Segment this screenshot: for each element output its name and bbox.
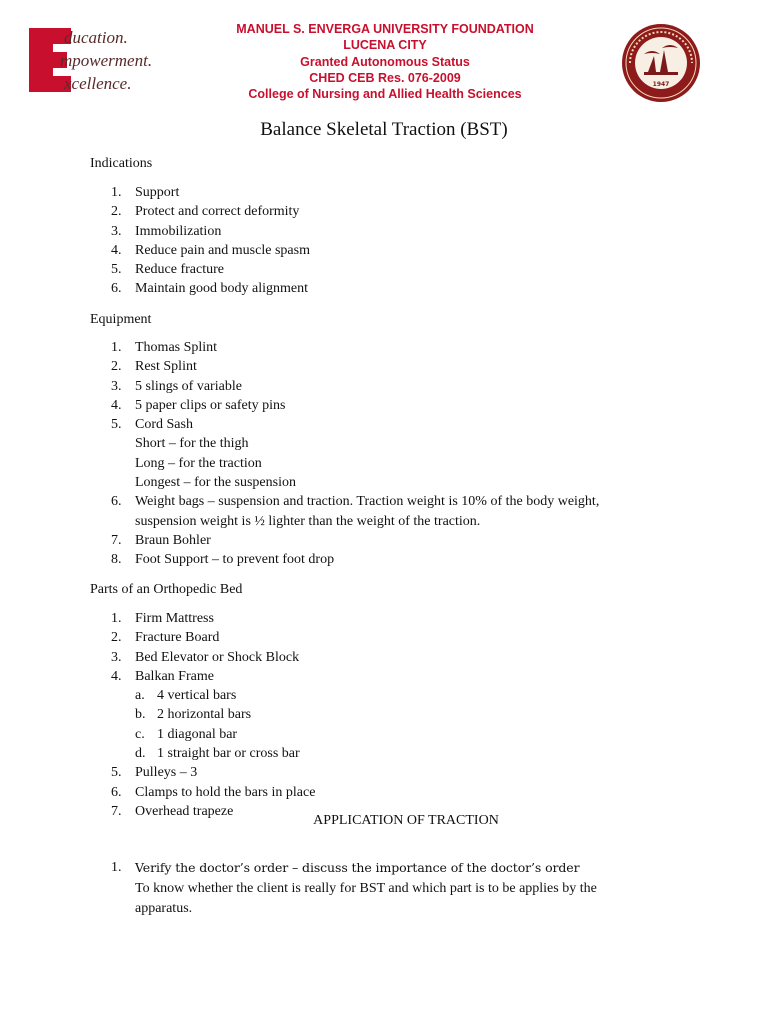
item-text: Bed Elevator or Shock Block <box>135 649 300 665</box>
sub-item-letter: b. <box>135 707 146 723</box>
step-text: Verify the doctor’s order – discuss the importance of the doctor’s order <box>135 860 580 875</box>
item-text: Balkan Frame <box>135 668 214 684</box>
document-title: Balance Skeletal Traction (BST) <box>260 119 508 140</box>
item-number: 5. <box>111 417 122 433</box>
list-item <box>90 550 680 569</box>
item-number: 4. <box>111 397 122 413</box>
sub-item-text: 4 vertical bars <box>157 688 237 704</box>
list-item <box>90 531 680 550</box>
item-text: Protect and correct deformity <box>135 204 300 220</box>
indications-list <box>90 183 680 299</box>
item-text: 5 slings of variable <box>135 378 242 394</box>
list-item <box>90 609 680 628</box>
list-item <box>90 241 680 260</box>
education-logo <box>26 26 184 94</box>
list-item <box>90 202 680 221</box>
university-seal <box>618 22 704 104</box>
seal-year: 1947 <box>652 81 670 88</box>
item-number: 6. <box>111 281 122 297</box>
application-list <box>90 858 680 919</box>
item-number: 7. <box>111 803 122 819</box>
list-item <box>90 183 680 202</box>
header-ched: CHED CEB Res. 076-2009 <box>309 70 461 85</box>
item-text: Weight bags – suspension and traction. Traction weight is 10% of the body weight, <box>135 494 600 510</box>
list-item <box>90 648 680 667</box>
bed-heading: Parts of an Orthopedic Bed <box>90 582 243 597</box>
list-item <box>90 858 680 879</box>
item-number: 7. <box>111 532 122 548</box>
balkan-frame-sublist <box>135 686 680 763</box>
sub-item-text: 1 straight bar or cross bar <box>157 746 300 762</box>
list-item <box>90 492 680 511</box>
logo-word-empowerment: mpowerment. <box>60 51 153 70</box>
sub-list-item <box>135 686 680 705</box>
application-heading: APPLICATION OF TRACTION <box>313 813 499 828</box>
list-item <box>90 377 680 396</box>
header-college: College of Nursing and Allied Health Sciences <box>248 87 522 102</box>
bed-list <box>90 609 680 821</box>
item-number: 2. <box>111 359 122 375</box>
sub-item-letter: a. <box>135 688 145 704</box>
item-text: Cord Sash <box>135 417 193 433</box>
item-text: Short – for the thigh <box>135 436 249 452</box>
item-number: 6. <box>111 494 122 510</box>
sub-list-item <box>135 744 680 763</box>
item-text: Clamps to hold the bars in place <box>135 784 316 800</box>
equipment-heading: Equipment <box>90 312 152 327</box>
item-number: 5. <box>111 765 122 781</box>
item-text: Pulleys – 3 <box>135 765 198 781</box>
item-text: Firm Mattress <box>135 611 214 626</box>
list-item <box>90 279 680 298</box>
sub-item-letter: d. <box>135 746 146 762</box>
equipment-list <box>90 338 680 570</box>
sub-item-letter: c. <box>135 726 145 742</box>
step-number: 1. <box>111 860 122 875</box>
item-text: Maintain good body alignment <box>135 281 309 297</box>
item-number: 3. <box>111 378 122 394</box>
list-item <box>90 396 680 415</box>
step-detail-line: To know whether the client is really for BST and which part is to be applies by the <box>135 881 597 896</box>
sub-item-text: 1 diagonal bar <box>157 726 238 742</box>
item-text: Foot Support – to prevent foot drop <box>135 552 335 568</box>
item-text: Support <box>135 185 180 200</box>
item-text: Braun Bohler <box>135 532 211 548</box>
header-status: Granted Autonomous Status <box>300 54 470 69</box>
item-number: 8. <box>111 552 122 568</box>
item-number: 1. <box>111 185 122 200</box>
list-item <box>90 434 680 453</box>
university-header <box>190 21 580 102</box>
item-text: Long – for the traction <box>135 455 262 471</box>
step-detail-line: apparatus. <box>135 901 193 916</box>
item-text: 5 paper clips or safety pins <box>135 397 286 413</box>
list-item <box>90 222 680 241</box>
list-item <box>90 338 680 357</box>
item-number: 1. <box>111 611 122 626</box>
list-item <box>90 260 680 279</box>
item-number: 5. <box>111 262 122 278</box>
list-item <box>90 783 680 802</box>
item-text: suspension weight is ½ lighter than the weight of the traction. <box>135 513 481 529</box>
list-item <box>90 763 680 782</box>
list-item <box>90 357 680 376</box>
item-text: Reduce fracture <box>135 262 224 278</box>
item-text: Immobilization <box>135 223 222 239</box>
header-university-name: MANUEL S. ENVERGA UNIVERSITY FOUNDATION <box>236 22 534 36</box>
item-text: Fracture Board <box>135 630 220 646</box>
item-text: Rest Splint <box>135 359 197 375</box>
list-item <box>90 512 680 531</box>
item-number: 2. <box>111 630 122 646</box>
list-item <box>90 473 680 492</box>
list-item <box>90 667 680 763</box>
sub-list-item <box>135 705 680 724</box>
logo-word-excellence: xcellence. <box>64 74 132 93</box>
item-number: 4. <box>111 242 122 258</box>
item-number: 3. <box>111 649 122 665</box>
indications-heading: Indications <box>90 156 153 171</box>
item-text: Thomas Splint <box>135 340 218 355</box>
item-number: 3. <box>111 223 122 239</box>
list-item <box>90 454 680 473</box>
item-number: 4. <box>111 668 122 684</box>
item-number: 2. <box>111 204 122 220</box>
item-text: Reduce pain and muscle spasm <box>135 242 310 258</box>
sub-item-text: 2 horizontal bars <box>157 707 252 723</box>
item-text: Overhead trapeze <box>135 803 234 819</box>
logo-word-education: ducation. <box>64 28 128 47</box>
item-text: Longest – for the suspension <box>135 475 296 491</box>
list-item <box>90 628 680 647</box>
item-number: 1. <box>111 340 122 355</box>
item-number: 6. <box>111 784 122 800</box>
header-city: LUCENA CITY <box>343 38 427 53</box>
sub-list-item <box>135 725 680 744</box>
list-item <box>90 415 680 434</box>
